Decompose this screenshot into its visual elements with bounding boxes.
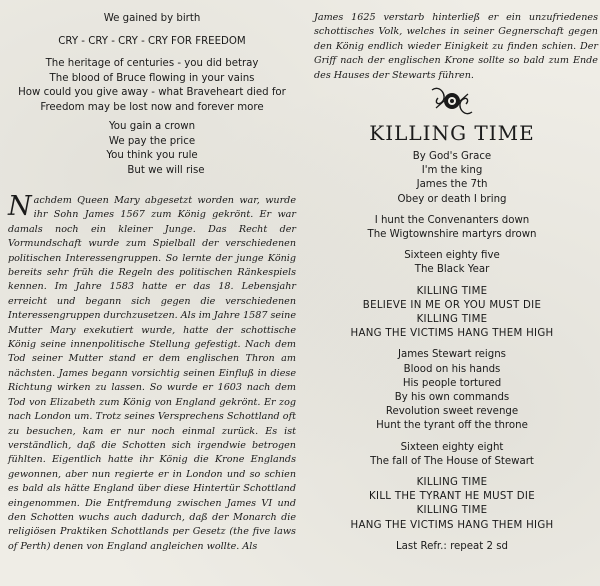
lyric-line: Obey or death I bring [397,193,507,205]
lyric-line: Sixteen eighty five [404,250,500,262]
lyric-line: The heritage of centuries - you did betray [45,58,259,69]
lyric-line: You gain a crown [108,121,196,132]
lyric-line: Blood on his hands [403,363,501,375]
lyric-line: The Wigtownshire martyrs drown [367,229,537,241]
lyric-line: Revolution sweet revenge [385,406,519,418]
lyric-line: You think you rule [106,150,198,161]
lyric-line: KILLING TIME [416,314,488,326]
stanza [308,348,596,433]
lyric-line: HANG THE VICTIMS HANG THEM HIGH [350,328,554,340]
lyric-line: KILL THE TYRANT HE MUST DIE [369,491,535,503]
lyric-line: We gained by birth [103,13,201,24]
thistle-ornament-icon [428,82,476,120]
crown-lyrics [8,120,296,178]
opening-lyrics [8,12,296,115]
lyric-line: KILLING TIME [416,477,488,489]
lyric-line: James Stewart reigns [397,349,506,361]
lyric-line: HANG THE VICTIMS HANG THEM HIGH [350,519,554,531]
stanza [308,214,596,242]
lyric-line: I hunt the Convenanters down [374,214,530,226]
lyric-line: BELIEVE IN ME OR YOU MUST DIE [362,299,542,311]
stanza [308,441,596,469]
lyric-line: Sixteen eighty eight [400,441,504,453]
lyric-line: I'm the king [421,165,483,177]
stanza [308,540,596,554]
chorus [308,285,596,342]
lyric-line: James the 7th [416,179,488,191]
song-lyrics [308,150,596,561]
lyric-line: Freedom may be lost now and forever more [40,101,264,113]
lyric-line: By God's Grace [412,151,492,162]
lyric-line: KILLING TIME [416,505,488,517]
essay-dropcap: N [8,191,32,222]
chorus [308,476,596,533]
lyric-line: Hunt the tyrant off the throne [376,420,528,432]
lyric-line: The Black Year [414,264,490,276]
lyric-line: But we will rise [127,164,205,176]
lyric-line: The blood of Bruce flowing in your vains [49,72,255,84]
lyric-line: The fall of The House of Stewart [370,455,534,467]
lyric-line: How could you give away - what Braveheart died for [18,87,286,98]
essay-text: achdem Queen Mary abgesetzt worden war, wurde ihr Sohn James 1567 zum König gekrönt. Er war damals noch ein kleiner Junge. Das Recht der Vormundschaft wurde zum Spielball der verschiedenen politischen Interessengruppen. So lernte der junge König bereits sehr früh die Regeln des politischen Ränkespiels kennen. Im Jahre 1583 hatte er das 18. Lebensjahr erreicht und begann sich gegen die verschiedenen Interessengruppen durchzusetzen. Als im Jahre 1587 seine Mutter Mary exekutiert wurde, hatte der schottische König seine innenpolitische Stellung gefestigt. Nach dem Tod seiner Mutter stand er dem englischen Thron am nächsten. James begann vorsichtig seinen Einfluß in diese Richtung wirken zu lassen. So wurde er 1603 nach dem Tod von Elizabeth zum König von England gekrönt. Er zog nach London um. Trotz seines Versprechens Schottland oft zu besuchen, kam er nur noch einmal zurück. Es ist verständlich, daß die Schotten sich irgendwie betrogen fühlten. Eigentlich hatte ihr König die Krone Englands gewonnen, aber nun regierte er in London und so schien es bald als hätte England über diese Hintertür Schottland eingenommen. Die Entfremdung zwischen James VI und den Schotten wuchs auch dadurch, daß der Monarch die religiösen Praktiken Schottlands per Gesetz (the five laws of Perth) denen von England angleichen wollte. Als [8,195,296,552]
history-essay-right: James 1625 verstarb hinterließ er ein unzufriedenes schottisches Volk, welches in seiner Gegnerschaft gegen den König endlich wieder Einigkeit zu finden schien. Der Griff nach der englischen Krone sollte so bald zum Ende des Hauses der Stewarts führen. [314,12,598,81]
history-essay-left [8,191,296,554]
stanza [308,249,596,277]
lyric-line: KILLING TIME [416,285,488,297]
stanza [308,150,596,207]
song-title: KILLING TIME [369,121,535,145]
lyric-line: By his own commands [394,392,510,404]
repeat-note: Last Refr.: repeat 2 sd [395,540,509,552]
lyric-line: We pay the price [108,135,196,147]
lyric-line: CRY - CRY - CRY - CRY FOR FREEDOM [58,35,246,47]
lyric-line: His people tortured [402,377,502,389]
